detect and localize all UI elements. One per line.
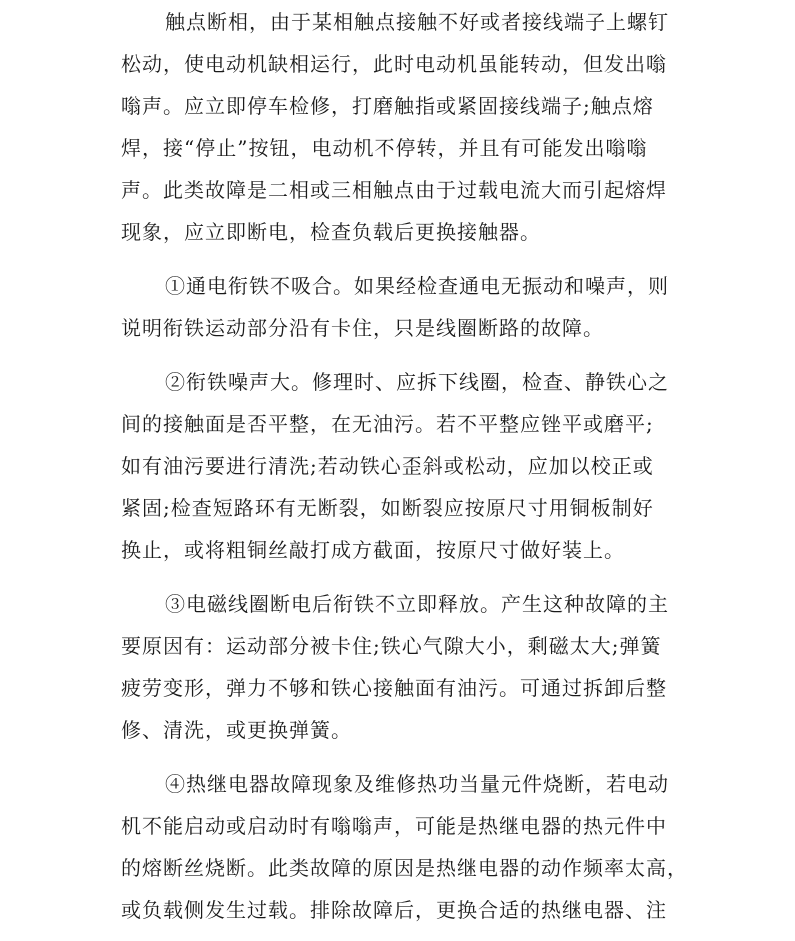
paragraph-armature-not-released	[121, 583, 681, 751]
text-line: 松动，使电动机缺相运行，此时电动机虽能转动，但发出嗡	[121, 52, 667, 76]
text-line: 疲劳变形，弹力不够和铁心接触面有油污。可通过拆卸后整	[121, 676, 667, 700]
text-line: ③电磁线圈断电后衔铁不立即释放。产生这种故障的主	[165, 592, 669, 616]
text-line: 修、清洗，或更换弹簧。	[121, 718, 352, 742]
paragraph-armature-not-pulled-in	[121, 265, 681, 349]
text-line: 或负载侧发生过载。排除故障后，更换合适的热继电器、注	[121, 898, 667, 922]
text-line: 嗡声。应立即停车检修，打磨触指或紧固接线端子;触点熔	[121, 94, 654, 118]
text-line: 现象，应立即断电，检查负载后更换接触器。	[121, 220, 541, 244]
paragraph-contact-phase-loss	[121, 1, 681, 253]
text-line: 机不能启动或启动时有嗡嗡声，可能是热继电器的热元件中	[121, 814, 667, 838]
text-line: 的熔断丝烧断。此类故障的原因是热继电器的动作频率太高，	[121, 856, 688, 880]
text-line: 要原因有：运动部分被卡住;铁心气隙大小，剩磁太大;弹簧	[121, 634, 662, 658]
text-line: ②衔铁噪声大。修理时、应拆下线圈，检查、静铁心之	[165, 370, 669, 394]
text-line: 声。此类故障是二相或三相触点由于过载电流大而引起熔焊	[121, 178, 667, 202]
text-line: 焊，接“停止”按钮，电动机不停转，并且有可能发出嗡嗡	[121, 136, 648, 160]
text-line: 说明衔铁运动部分沿有卡住，只是线圈断路的故障。	[121, 316, 604, 340]
paragraph-thermal-relay	[121, 763, 688, 931]
document-body	[121, 1, 688, 931]
text-line: 紧固;检查短路环有无断裂，如断裂应按原尺寸用铜板制好	[121, 496, 654, 520]
text-line: ④热继电器故障现象及维修热功当量元件烧断，若电动	[165, 772, 669, 796]
text-line: 间的接触面是否平整，在无油污。若不平整应锉平或磨平;	[121, 412, 654, 436]
text-line: 换止，或将粗铜丝敲打成方截面，按原尺寸做好装上。	[121, 538, 625, 562]
paragraph-armature-noise	[121, 361, 681, 571]
text-line: ①通电衔铁不吸合。如果经检查通电无振动和噪声，则	[165, 274, 669, 298]
text-line: 触点断相，由于某相触点接触不好或者接线端子上螺钉	[165, 10, 669, 34]
paragraph-gap	[121, 349, 681, 361]
text-line: 如有油污要进行清洗;若动铁心歪斜或松动，应加以校正或	[121, 454, 654, 478]
paragraph-gap	[121, 253, 681, 265]
paragraph-gap	[121, 571, 681, 583]
paragraph-gap	[121, 751, 681, 763]
